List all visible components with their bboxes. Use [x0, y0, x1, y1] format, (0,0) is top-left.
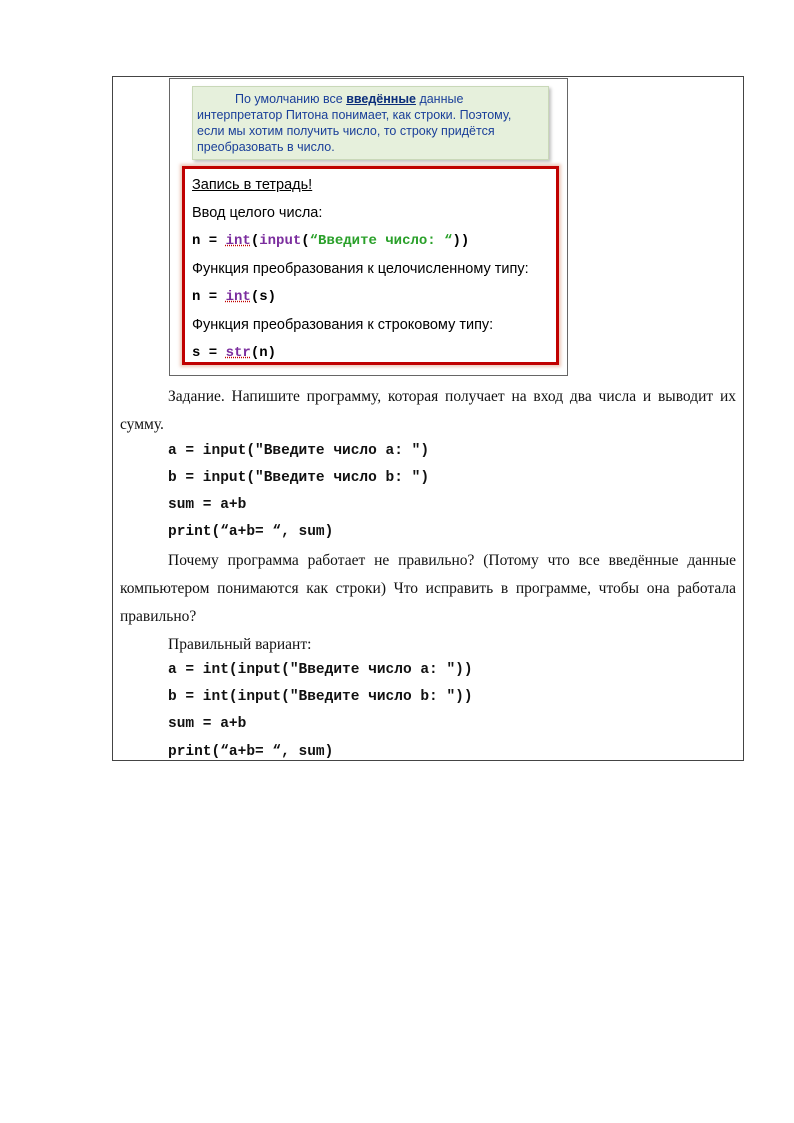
correct-variant-label: Правильный вариант:: [168, 636, 312, 653]
correct-code-line-4: print(“a+b= “, sum): [168, 744, 334, 760]
memo-str-conv-code: s = str(n): [192, 345, 277, 361]
lesson-figure: [169, 78, 568, 376]
info-note: [192, 86, 549, 160]
wrong-code-line-2: b = input("Введите число b: "): [168, 470, 430, 486]
memo-int-input-code: n = int(input(“Введите число: “)): [192, 233, 470, 249]
wrong-code-line-1: a = input("Введите число a: "): [168, 443, 430, 459]
question-line-2: компьютером понимаются как строки) Что исправить в программе, чтобы она работала: [120, 580, 736, 597]
correct-code-line-3: sum = a+b: [168, 716, 247, 732]
correct-code-line-2: b = int(input("Введите число b: ")): [168, 689, 473, 705]
memo-int-conv-code: n = int(s): [192, 289, 277, 305]
memo-int-input-caption: Ввод целого числа:: [192, 205, 323, 221]
note-line-1: По умолчанию все введённые данные: [235, 92, 464, 106]
note-line-4: преобразовать в число.: [197, 140, 335, 154]
notebook-memo-box: [182, 166, 559, 365]
note-emphasis: введённые: [346, 92, 416, 106]
note-line-2: интерпретатор Питона понимает, как строки. Поэтому,: [197, 108, 512, 122]
task-line-2: сумму.: [120, 416, 164, 433]
wrong-code-line-3: sum = a+b: [168, 497, 247, 513]
memo-heading: Запись в тетрадь!: [192, 177, 313, 193]
note-line-3: если мы хотим получить число, то строку придётся: [197, 124, 495, 138]
question-line-1: Почему программа работает не правильно? (Потому что все введённые данные: [168, 552, 736, 569]
correct-code-line-1: a = int(input("Введите число a: ")): [168, 662, 473, 678]
wrong-code-line-4: print(“a+b= “, sum): [168, 524, 334, 540]
memo-int-conv-caption: Функция преобразования к целочисленному типу:: [192, 261, 529, 277]
memo-str-conv-caption: Функция преобразования к строковому типу:: [192, 317, 494, 333]
task-line-1: Задание. Напишите программу, которая получает на вход два числа и выводит их: [168, 388, 736, 405]
question-line-3: правильно?: [120, 608, 197, 625]
